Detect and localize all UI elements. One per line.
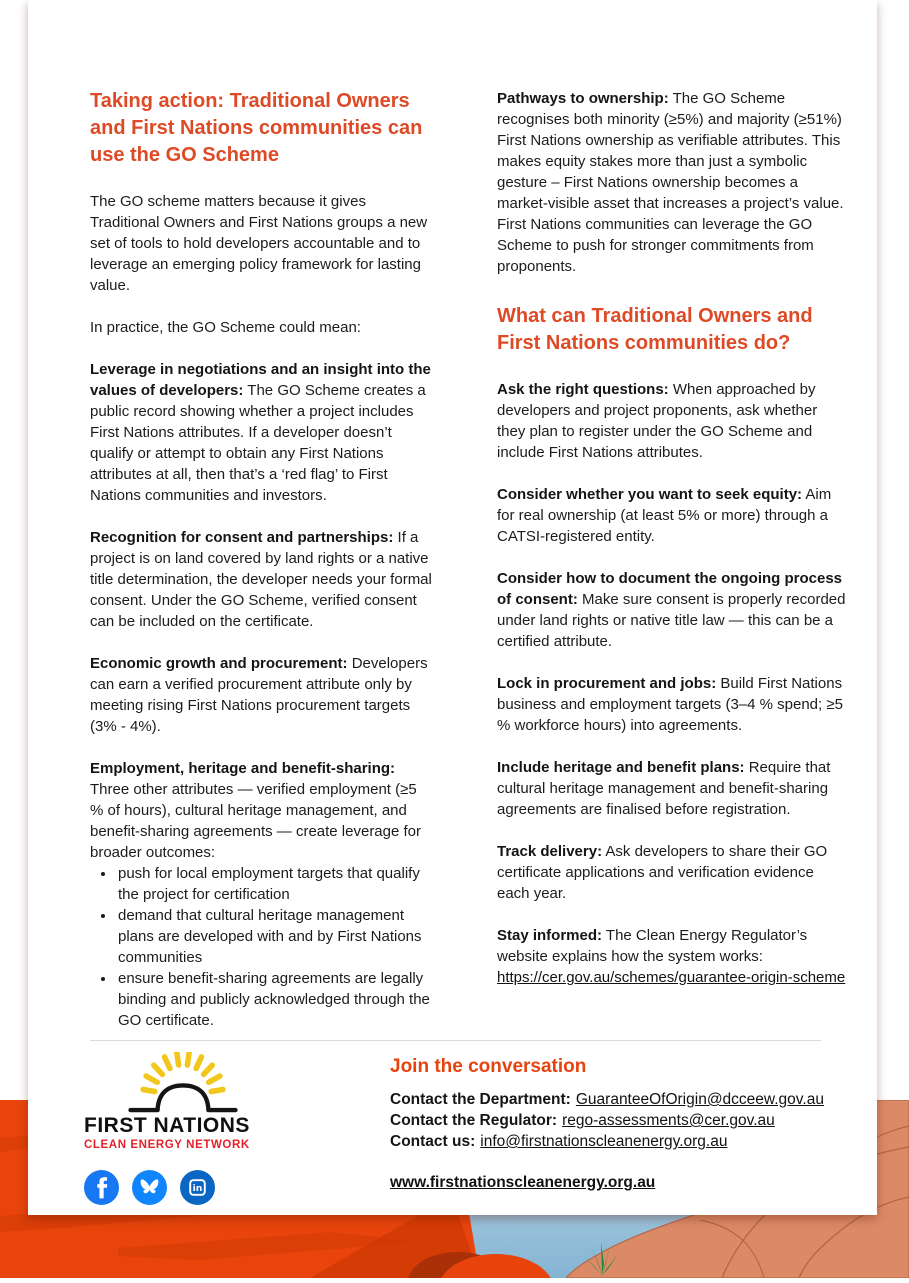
- contact-regulator-line: [390, 1110, 840, 1131]
- paragraph-include-plans: [497, 757, 849, 820]
- paragraph-body: Developers can earn a verified procurement attribute only by meeting rising First Nations procurement targets (3% - 4%).: [90, 655, 428, 735]
- bluesky-icon[interactable]: [132, 1170, 167, 1205]
- paragraph-lead: Pathways to ownership:: [497, 90, 669, 107]
- paragraph-lead: Ask the right questions:: [497, 381, 669, 398]
- paragraph-equity: [497, 484, 849, 547]
- logo-title: FIRST NATIONS: [84, 1114, 250, 1137]
- paragraph-body: Require that cultural heritage management and benefit-sharing agreements are finalised before registration.: [497, 759, 831, 818]
- paragraph-body: Three other attributes — verified employment (≥5 % of hours), cultural heritage management, and benefit-sharing agreements — create leverage for broader outcomes:: [90, 781, 422, 861]
- paragraph-lead: Recognition for consent and partnerships:: [90, 529, 394, 546]
- paragraph-lead: Economic growth and procurement:: [90, 655, 348, 672]
- svg-text:in: in: [192, 1183, 203, 1195]
- paragraph-body: When approached by developers and project proponents, ask whether they plan to register under the GO Scheme and include First Nations attributes.: [497, 381, 818, 461]
- paragraph-body: Build First Nations business and employment targets (3–4 % spend; ≥5 % workforce hours) into agreements.: [497, 675, 843, 734]
- paragraph-employment: [90, 758, 434, 863]
- paragraph-intro: The GO scheme matters because it gives Traditional Owners and First Nations groups a new set of tools to hold developers accountable and to leverage an emerging policy framework for lasting value.: [90, 193, 428, 294]
- cer-scheme-link[interactable]: https://cer.gov.au/schemes/guarantee-origin-scheme: [497, 969, 846, 986]
- paragraph-lead: Employment, heritage and benefit-sharing:: [90, 760, 396, 777]
- paragraph-leverage: [90, 359, 434, 506]
- bullet-item: • push for local employment targets that qualify the project for certification: [116, 863, 434, 905]
- paragraph-lead: Include heritage and benefit plans:: [497, 759, 745, 776]
- paragraph-body: The Clean Energy Regulator’s website explains how the system works:: [497, 927, 808, 965]
- paragraph-lead: Consider how to document the ongoing process of consent:: [497, 570, 843, 608]
- bullet-item: • ensure benefit-sharing agreements are legally binding and publicly acknowledged through the GO certificate.: [116, 968, 434, 1031]
- paragraph-lead: Lock in procurement and jobs:: [497, 675, 717, 692]
- paragraph-lead: Consider whether you want to seek equity:: [497, 486, 803, 503]
- outcome-bullet-list: [90, 863, 434, 1031]
- paragraph-economic: [90, 653, 434, 737]
- sunrise-icon: [108, 1052, 258, 1114]
- bullet-item: • demand that cultural heritage management plans are developed with and by First Nations communities: [116, 905, 434, 968]
- paragraph-lock-in: [497, 673, 849, 736]
- paragraph-body: Make sure consent is properly recorded under land rights or native title law — this can be a certified attribute.: [497, 591, 846, 650]
- website-line: [390, 1174, 840, 1192]
- paragraph-recognition: [90, 527, 434, 632]
- paragraph-ask: [497, 379, 849, 463]
- paragraph-track-delivery: [497, 841, 849, 904]
- contact-label: Contact us:: [390, 1133, 476, 1150]
- paragraph-pathways: [497, 88, 849, 277]
- paragraph-body: Aim for real ownership (at least 5% or more) through a CATSI-registered entity.: [497, 486, 832, 545]
- section-heading-taking-action: Taking action: Traditional Owners and First Nations communities can use the GO Scheme: [90, 90, 423, 166]
- right-column: [497, 88, 849, 988]
- department-email-link[interactable]: GuaranteeOfOrigin@dcceew.gov.au: [575, 1091, 824, 1108]
- social-icons-row: [84, 1170, 334, 1205]
- facebook-icon[interactable]: [84, 1170, 119, 1205]
- regulator-email-link[interactable]: rego-assessments@cer.gov.au: [562, 1112, 775, 1129]
- paragraph-document-consent: [497, 568, 849, 652]
- paragraph-body: The GO Scheme recognises both minority (≥5%) and majority (≥51%) First Nations ownership as verifiable attributes. This makes equity stakes more than just a symbolic gesture – First Nations ownership becomes a market-visible asset that increases a project’s value. First Nations communities can leverage the GO Scheme to push for stronger commitments from proponents.: [497, 90, 844, 275]
- content-panel: [28, 0, 877, 1215]
- logo-subtitle: CLEAN ENERGY NETWORK: [84, 1139, 250, 1151]
- footer-logo-block: [84, 1052, 334, 1205]
- paragraph-in-practice: In practice, the GO Scheme could mean:: [90, 319, 361, 336]
- paragraph-stay-informed: [497, 925, 849, 988]
- contact-label: Contact the Regulator:: [390, 1112, 558, 1129]
- contact-label: Contact the Department:: [390, 1091, 571, 1108]
- paragraph-body: Ask developers to share their GO certificate applications and verification evidence each year.: [497, 843, 828, 902]
- section-heading-what-can: What can Traditional Owners and First Nations communities do?: [497, 305, 813, 354]
- paragraph-lead: Leverage in negotiations and an insight into the values of developers:: [90, 361, 431, 399]
- left-column: [90, 88, 434, 1031]
- footer-contact-block: [390, 1055, 840, 1192]
- website-link[interactable]: www.firstnationscleanenergy.org.au: [390, 1174, 656, 1191]
- contact-department-line: [390, 1089, 840, 1110]
- contact-us-email-link[interactable]: info@firstnationscleanenergy.org.au: [480, 1133, 728, 1150]
- contact-us-line: [390, 1131, 840, 1152]
- footer-divider: [90, 1040, 821, 1041]
- paragraph-body: The GO Scheme creates a public record showing whether a project includes First Nations attributes. If a developer doesn’t qualify or attempt to obtain any First Nations attributes at all, then that’s a ‘red flag’ to First Nations communities and investors.: [90, 382, 426, 504]
- paragraph-lead: Stay informed:: [497, 927, 603, 944]
- paragraph-lead: Track delivery:: [497, 843, 603, 860]
- join-conversation-heading: Join the conversation: [390, 1056, 587, 1077]
- paragraph-body: If a project is on land covered by land rights or a native title determination, the developer needs your formal consent. Under the GO Scheme, verified consent can be included on the certificate.: [90, 529, 432, 630]
- linkedin-icon[interactable]: [180, 1170, 215, 1205]
